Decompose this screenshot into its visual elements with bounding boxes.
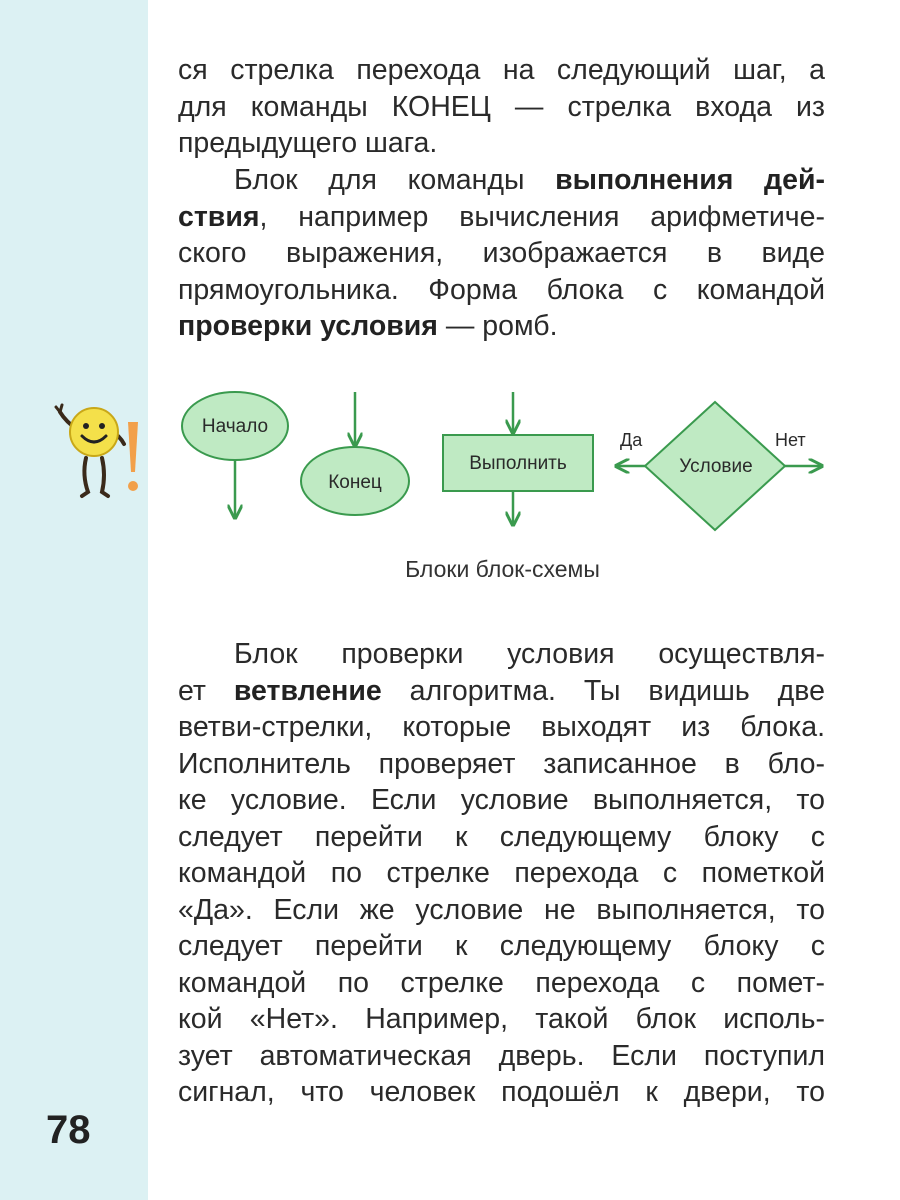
paragraph-2	[178, 162, 825, 345]
term-branching: ветвление	[233, 674, 382, 707]
condition-block	[616, 402, 822, 530]
text-line: зует автоматическая дверь. Если поступил	[178, 1039, 825, 1072]
end-block	[301, 392, 409, 515]
term-condition: проверки условия	[178, 310, 438, 342]
text-line: ке условие. Если условие выполняется, то	[178, 784, 825, 816]
text-line: ет ветвление алгоритма. Ты видишь две	[178, 674, 825, 707]
text-line: кой «Нет». Например, такой блок исполь-	[178, 1003, 825, 1035]
start-block-label: Начало	[201, 416, 269, 437]
figure-caption: Блоки блок-схемы	[405, 556, 600, 582]
text-line: для команды КОНЕЦ — стрелка входа из	[178, 90, 825, 123]
no-label: Нет	[775, 430, 806, 450]
text-line: Исполнитель проверяет записанное в бло-	[178, 747, 825, 780]
text-line: командой по стрелке перехода с пометкой	[178, 857, 825, 889]
text-line: прямоугольника. Форма блока с командой	[178, 273, 825, 306]
text-line: «Да». Если же условие не выполняется, то	[178, 893, 825, 926]
term-action-cont: ствия	[178, 200, 260, 233]
start-block	[182, 392, 288, 518]
end-block-label: Конец	[328, 472, 382, 493]
yes-label: Да	[620, 430, 643, 450]
term-action: выполнения дей-	[555, 164, 825, 196]
action-block	[443, 392, 593, 525]
page-number: 78	[46, 1108, 91, 1152]
text-line: следует перейти к следующему блоку с	[178, 930, 825, 962]
action-block-label: Выполнить	[469, 453, 567, 474]
text-line: ского выражения, изображается в виде	[178, 237, 825, 269]
condition-block-label: Условие	[679, 456, 753, 477]
text-line: Блок проверки условия осуществля-	[234, 638, 825, 670]
paragraph-3	[178, 636, 825, 1111]
text-line: ствия, например вычисления арифметиче-	[178, 200, 825, 233]
text-line: командой по стрелке перехода с помет-	[178, 966, 825, 999]
text-line: сигнал, что человек подошёл к двери, то	[178, 1076, 825, 1108]
text-line: ся стрелка перехода на следующий шаг, а	[178, 54, 825, 86]
text-line: проверки условия — ромб.	[178, 310, 558, 342]
flowchart-blocks-diagram	[0, 380, 900, 550]
text-line: Блок для команды выполнения дей-	[234, 164, 825, 196]
page-margin-strip	[0, 0, 148, 1200]
text-line: следует перейти к следующему блоку с	[178, 820, 825, 853]
text-line: ветви-стрелки, которые выходят из блока.	[178, 711, 825, 743]
text-line: предыдущего шага.	[178, 127, 438, 159]
paragraph-1	[178, 52, 825, 162]
